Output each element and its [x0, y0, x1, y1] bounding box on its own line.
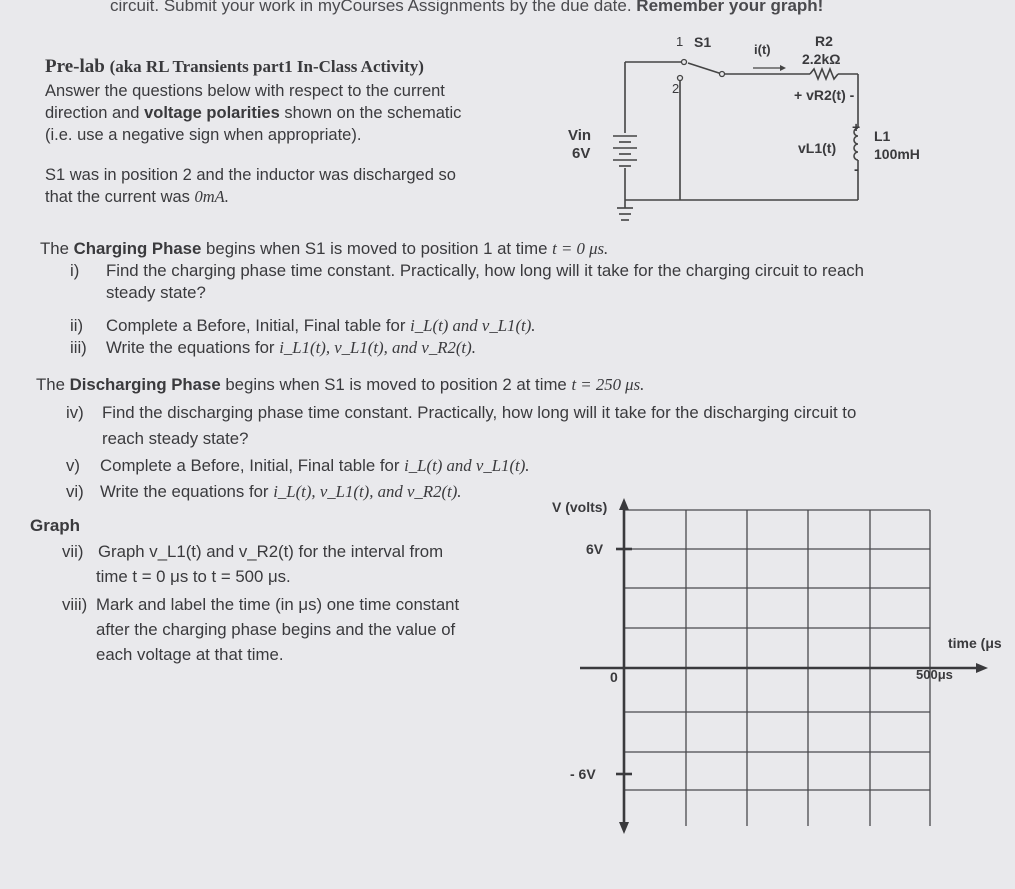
question-math: i_L1(t), v_L1(t), and v_R2(t). — [279, 338, 476, 357]
instruction-bold: voltage polarities — [144, 104, 280, 122]
initial-text: that the current was — [45, 188, 195, 206]
switch-pos1-label: 1 — [676, 34, 684, 49]
circuit-schematic — [540, 28, 1010, 238]
question-ii — [70, 315, 535, 337]
y-axis-arrow-up-icon — [619, 498, 629, 510]
prelab-title — [45, 56, 424, 78]
current-arrow-icon — [780, 65, 786, 71]
resistor-value-label: 2.2kΩ — [802, 51, 841, 67]
question-iv — [66, 402, 856, 424]
question-number: vii) — [62, 542, 84, 561]
switch-name-label: S1 — [694, 34, 712, 50]
question-text: Complete a Before, Initial, Final table for — [106, 316, 411, 335]
charging-pre: The — [40, 239, 74, 258]
header-instructions — [110, 0, 823, 16]
question-i-cont: steady state? — [106, 283, 206, 302]
y-axis-arrow-down-icon — [619, 822, 629, 834]
question-vi — [66, 481, 462, 503]
initial-condition-line-2 — [45, 186, 229, 208]
discharging-post: begins when S1 is moved to position 2 at time — [220, 375, 572, 394]
inductor-value-label: 100mH — [874, 146, 920, 162]
question-text: Graph v_L1(t) and v_R2(t) for the interval from — [98, 542, 444, 561]
switch-blade — [688, 63, 722, 74]
y-axis-label: V (volts) — [552, 499, 608, 515]
question-math: i_L(t) and v_L1(t). — [410, 316, 536, 335]
question-number: viii) — [62, 595, 88, 614]
graph-heading: Graph — [30, 516, 81, 535]
x-tick-500us: 500μs — [916, 667, 953, 682]
question-text: Mark and label the time (in μs) one time constant — [96, 595, 460, 614]
instruction-text: direction and — [45, 104, 145, 122]
question-i — [70, 260, 864, 282]
prelab-title-main: Pre-lab — [45, 56, 105, 77]
discharging-phase-title: Discharging Phase — [69, 375, 221, 394]
source-name-label: Vin — [568, 127, 592, 144]
switch-common — [720, 72, 725, 77]
charging-time: t = 0 μs. — [552, 239, 609, 258]
initial-value: 0mA. — [194, 187, 229, 206]
question-number: v) — [66, 456, 80, 475]
initial-condition-line-1: S1 was in position 2 and the inductor was discharged so — [45, 166, 456, 184]
inductor-minus-label: - — [854, 161, 859, 177]
question-viii-cont-1: after the charging phase begins and the value of — [96, 620, 456, 639]
x-axis-label: time (μs — [948, 635, 1002, 651]
y-tick-6v: 6V — [586, 541, 604, 557]
resistor-r2 — [810, 69, 838, 79]
question-number: i) — [70, 261, 80, 280]
prelab-title-paren: (aka RL Transients part1 In-Class Activity) — [109, 57, 424, 76]
instruction-text: shown on the schematic — [279, 104, 462, 122]
discharging-time: t = 250 μs. — [571, 375, 645, 394]
question-v — [66, 455, 529, 477]
question-text: Write the equations for — [100, 482, 274, 501]
question-text: Write the equations for — [106, 338, 280, 357]
switch-contact-2 — [678, 76, 683, 81]
resistor-voltage-label: + vR2(t) - — [794, 87, 855, 103]
inductor-plus-label: + — [852, 119, 861, 135]
instruction-line-3: (i.e. use a negative sign when appropriate). — [45, 126, 362, 144]
instruction-line-2 — [45, 102, 461, 124]
discharging-phase-intro — [36, 374, 644, 396]
source-value-label: 6V — [572, 145, 591, 162]
question-math: i_L(t) and v_L1(t). — [404, 456, 530, 475]
question-number: iv) — [66, 403, 84, 422]
header-reminder: Remember your graph! — [636, 0, 824, 15]
charging-phase-intro — [40, 238, 608, 260]
question-iii — [70, 337, 476, 359]
question-text: Find the discharging phase time constant. Practically, how long will it take for the discharging circuit to — [102, 403, 857, 422]
y-tick-0: 0 — [610, 669, 618, 685]
question-viii — [62, 594, 459, 616]
resistor-name-label: R2 — [815, 33, 833, 49]
question-vii — [62, 541, 443, 563]
question-math: i_L(t), v_L1(t), and v_R2(t). — [273, 482, 462, 501]
header-text: circuit. Submit your work in myCourses Assignments by the due date. — [110, 0, 632, 15]
y-tick-neg-6v: - 6V — [570, 766, 596, 782]
inductor-voltage-label: vL1(t) — [798, 140, 837, 156]
question-viii-cont-2: each voltage at that time. — [96, 645, 284, 664]
question-text: Find the charging phase time constant. Practically, how long will it take for the charging circuit to reach — [106, 261, 865, 280]
question-text: Complete a Before, Initial, Final table for — [100, 456, 405, 475]
instruction-line-1: Answer the questions below with respect to the current — [45, 82, 445, 100]
switch-pos2-label: 2 — [672, 81, 680, 96]
switch-contact-1 — [682, 60, 687, 65]
x-axis-arrow-icon — [976, 663, 988, 673]
charging-post: begins when S1 is moved to position 1 at time — [201, 239, 553, 258]
charging-phase-title: Charging Phase — [73, 239, 202, 258]
current-label: i(t) — [754, 42, 771, 57]
question-number: ii) — [70, 316, 84, 335]
question-vii-cont: time t = 0 μs to t = 500 μs. — [96, 567, 291, 586]
question-number: iii) — [70, 338, 87, 357]
inductor-name-label: L1 — [874, 128, 891, 144]
blank-graph — [540, 496, 1015, 841]
question-iv-cont: reach steady state? — [102, 429, 249, 448]
question-number: vi) — [66, 482, 84, 501]
discharging-pre: The — [36, 375, 70, 394]
